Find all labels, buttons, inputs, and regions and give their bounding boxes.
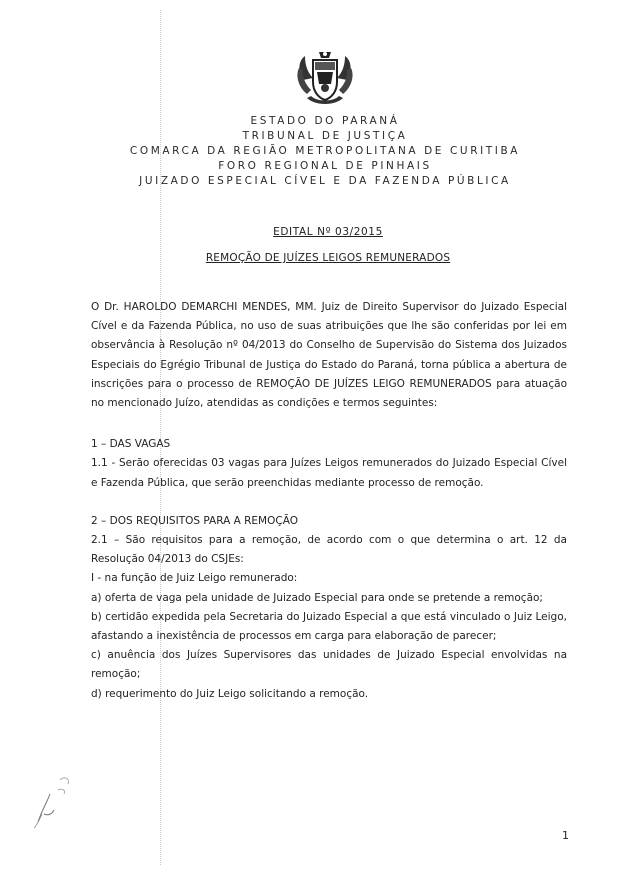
document-body: [91, 298, 567, 704]
section-2-heading: 2 – DOS REQUISITOS PARA A REMOÇÃO: [91, 514, 298, 527]
page-number: 1: [562, 829, 569, 842]
section-1-text: 1.1 - Serão oferecidas 03 vagas para Juízes Leigos remunerados do Juizado Especial Cível e Fazenda Pública, que serão preenchidas mediante processo de remoção.: [91, 457, 567, 489]
institution-header: [0, 114, 620, 189]
intro-paragraph: O Dr. HAROLDO DEMARCHI MENDES, MM. Juiz de Direito Supervisor do Juizado Especial Cível e da Fazenda Pública, no uso de suas atribuições que lhe são conferidas por lei em observância à Resolução nº 04/2013 do Conselho de Supervisão do Sistema dos Juizados Especiais do Egrégio Tribunal de Justiça do Estado do Paraná, torna pública a abertura de inscrições para o processo de REMOÇÃO DE JUÍZES LEIGO REMUNERADOS para atuação no mencionado Juízo, atendidas as condições e termos seguintes:: [91, 301, 567, 410]
list-item-b: b) certidão expedida pela Secretaria do Juizado Especial a que está vinculado o Juiz Leigo, afastando a inexistência de processos em carga para elaboração de parecer;: [91, 610, 567, 643]
document-subtitle: REMOÇÃO DE JUÍZES LEIGOS REMUNERADOS: [205, 252, 451, 264]
header-court: TRIBUNAL DE JUSTIÇA: [242, 130, 408, 142]
header-state: ESTADO DO PARANÁ: [250, 115, 400, 127]
section-2-text: 2.1 – São requisitos para a remoção, de acordo com o que determina o art. 12 da Resolução 04/2013 do CSJEs:: [91, 534, 567, 566]
header-forum: FORO REGIONAL DE PINHAIS: [218, 160, 432, 172]
section-1-heading: 1 – DAS VAGAS: [91, 438, 171, 451]
list-item-c: c) anuência dos Juízes Supervisores das unidades de Juizado Especial envolvidas na remoção;: [91, 649, 567, 681]
header-district: COMARCA DA REGIÃO METROPOLITANA DE CURITIBA: [129, 145, 521, 157]
header-court-unit: JUIZADO ESPECIAL CÍVEL E DA FAZENDA PÚBLICA: [139, 175, 511, 187]
document-title: EDITAL Nº 03/2015: [273, 226, 383, 238]
parana-coat-of-arms-icon: [293, 50, 357, 108]
list-item-a: a) oferta de vaga pela unidade de Juizado Especial para onde se pretende a remoção;: [91, 591, 543, 604]
list-item-d: d) requerimento do Juiz Leigo solicitando a remoção.: [91, 687, 369, 700]
list-item-i: I - na função de Juiz Leigo remunerado:: [91, 572, 298, 585]
handwritten-initials-icon: [30, 770, 80, 830]
